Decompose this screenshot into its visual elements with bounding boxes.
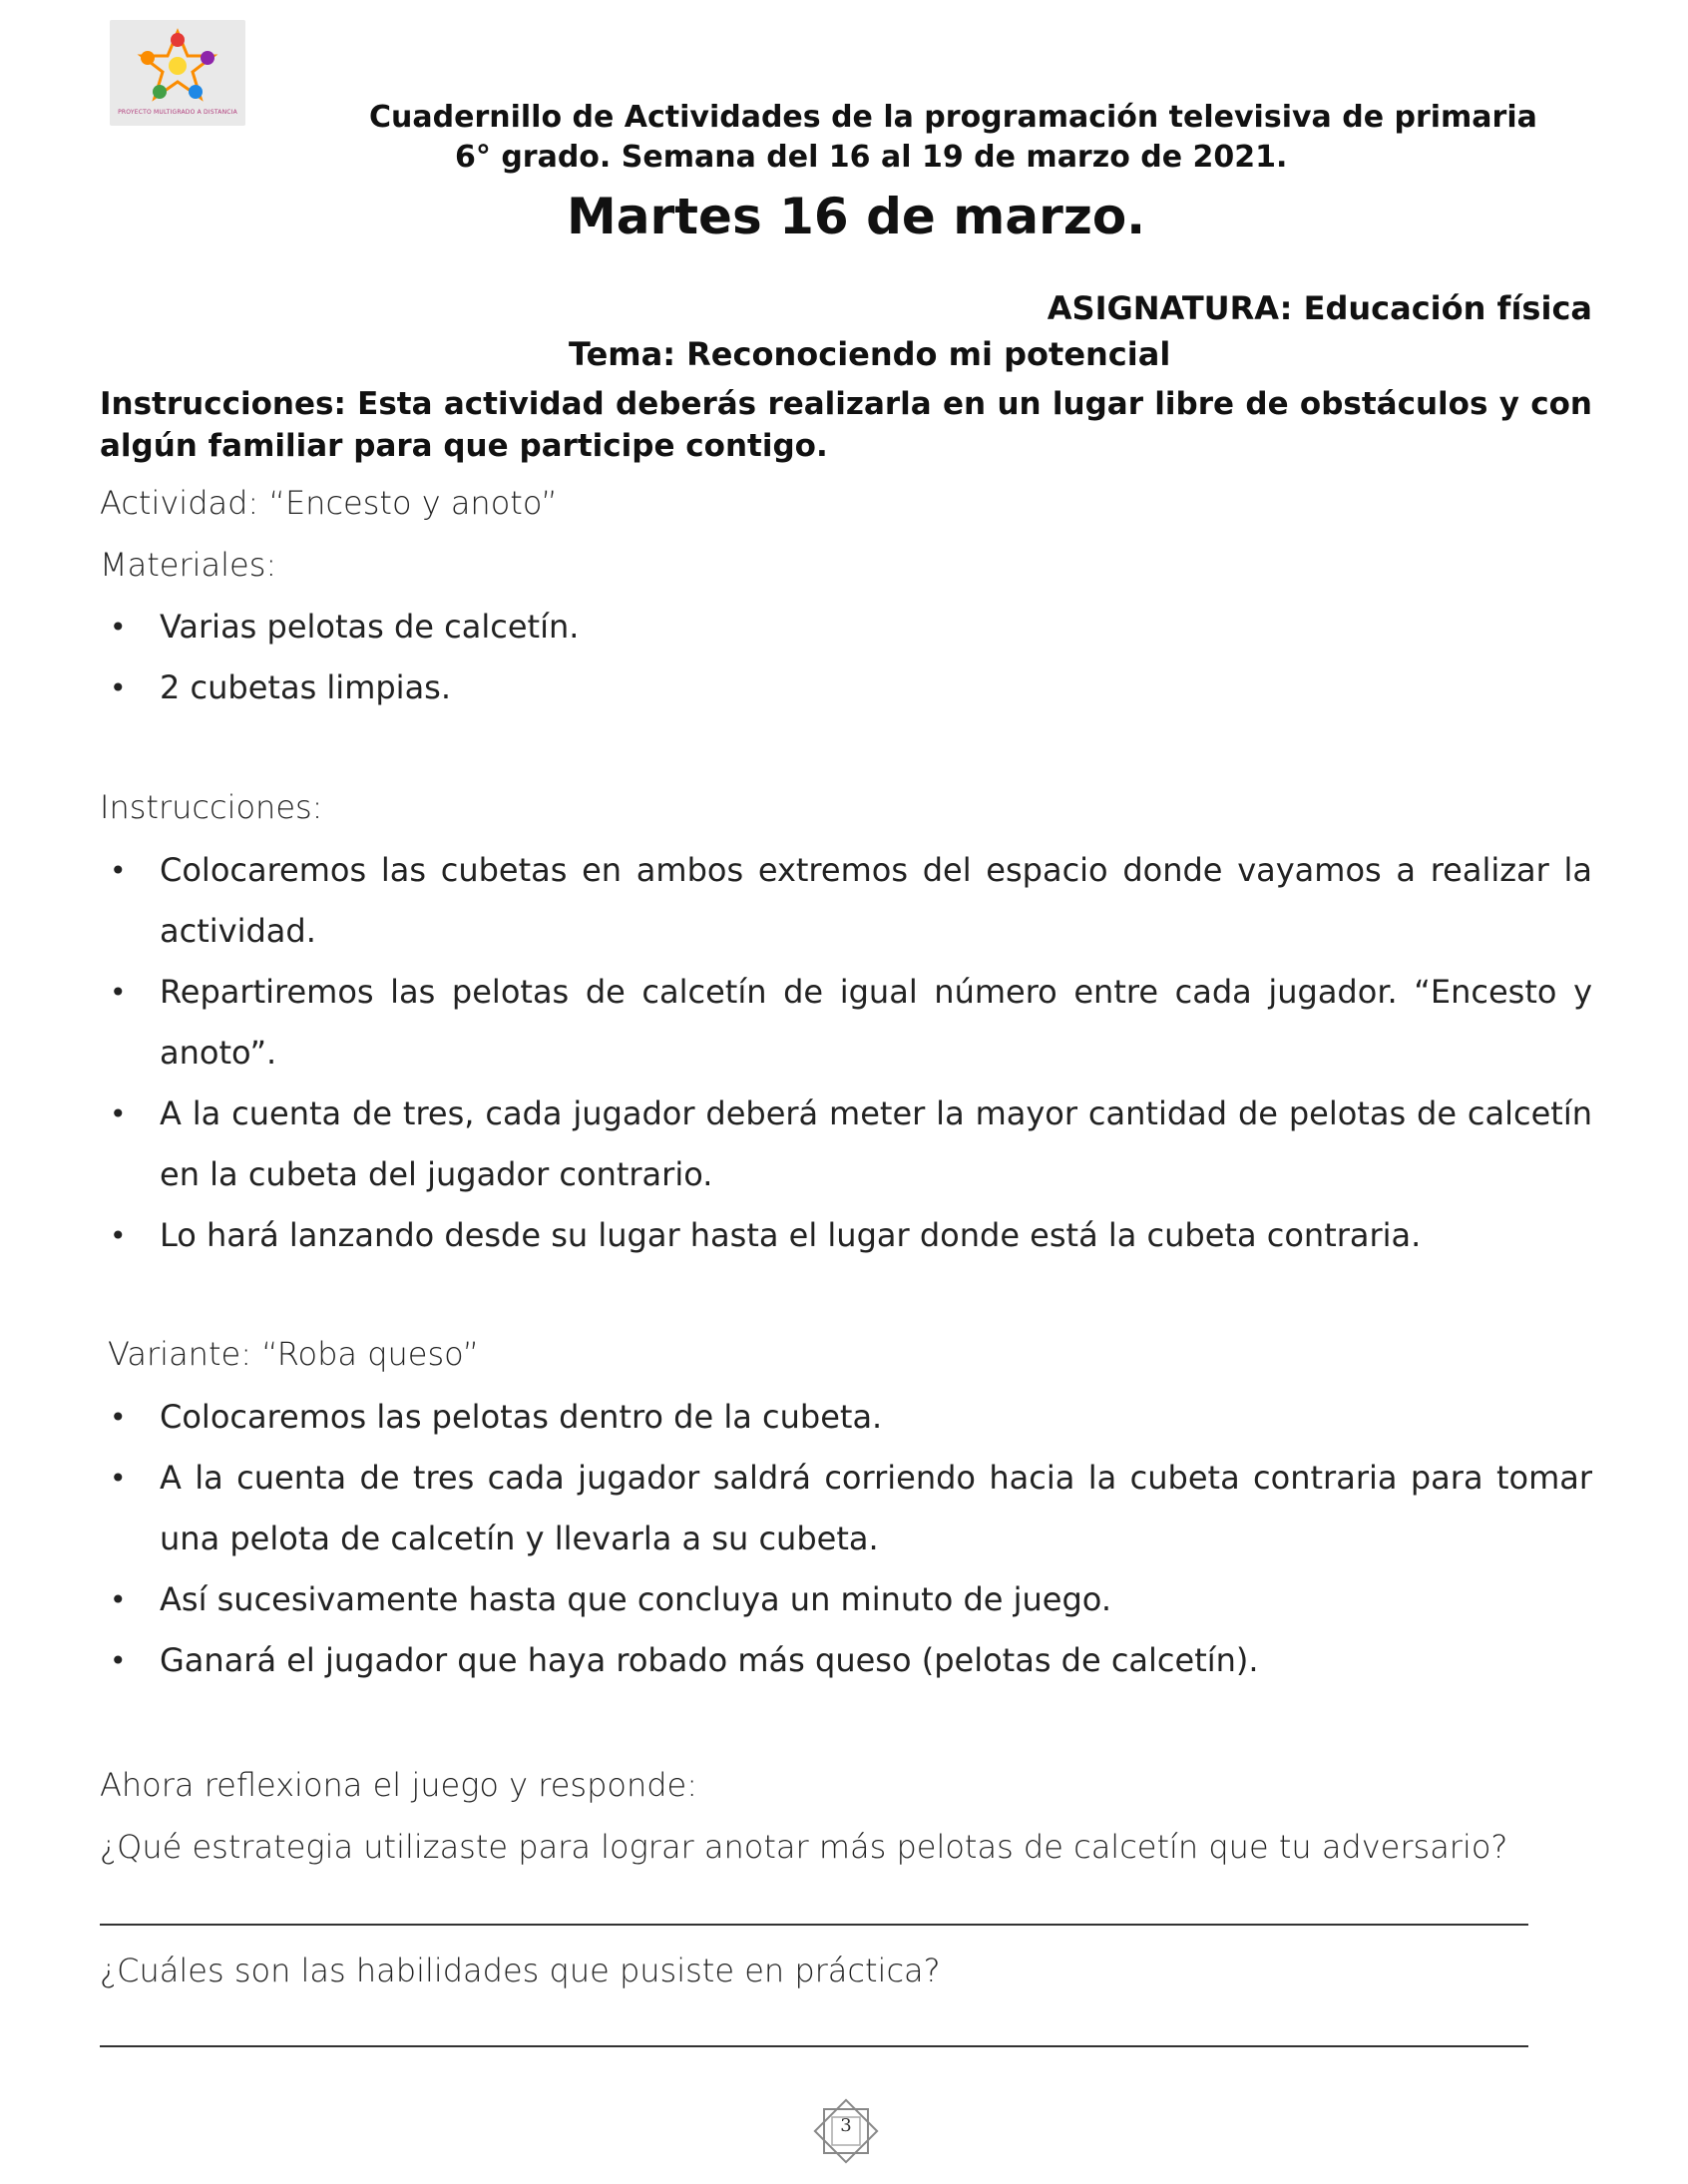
- project-logo: [110, 20, 245, 126]
- answer-line-2[interactable]: [100, 2045, 1528, 2047]
- reflection-intro: Ahora reflexiona el juego y responde:: [100, 1766, 698, 1804]
- list-item: • Así sucesivamente hasta que concluya un minuto de juego.: [100, 1569, 1592, 1630]
- materials-label: Materiales:: [100, 546, 277, 584]
- list-item: • Lo hará lanzando desde su lugar hasta el lugar donde está la cubeta contraria.: [100, 1205, 1592, 1266]
- list-item: • A la cuenta de tres cada jugador saldrá corriendo hacia la cubeta contraria para tomar una pelota de calcetín y llevarla a su cubeta.: [100, 1448, 1592, 1569]
- list-item: • 2 cubetas limpias.: [100, 657, 1592, 718]
- instructions-list: [100, 840, 1592, 1266]
- list-item: • Ganará el jugador que haya robado más queso (pelotas de calcetín).: [100, 1630, 1592, 1691]
- question-2: ¿Cuáles son las habilidades que pusiste en práctica?: [100, 1952, 941, 1989]
- variant-label: Variante: “Roba queso”: [108, 1335, 480, 1373]
- logo-caption: PROYECTO MULTIGRADO A DISTANCIA: [118, 109, 237, 116]
- booklet-title: Cuadernillo de Actividades de la programación televisiva de primaria: [369, 100, 1537, 135]
- booklet-subtitle: 6° grado. Semana del 16 al 19 de marzo de 2021.: [455, 140, 1288, 175]
- list-item: • Colocaremos las cubetas en ambos extremos del espacio donde vayamos a realizar la actividad.: [100, 840, 1592, 962]
- list-item: • A la cuenta de tres, cada jugador deberá meter la mayor cantidad de pelotas de calcetín en la cubeta del jugador contrario.: [100, 1084, 1592, 1205]
- variant-list: [100, 1387, 1592, 1691]
- instructions-label: Instrucciones:: [100, 788, 323, 826]
- session-date: Martes 16 de marzo.: [567, 188, 1146, 245]
- question-1: ¿Qué estrategia utilizaste para lograr anotar más pelotas de calcetín que tu adversario?: [100, 1828, 1508, 1866]
- list-item: • Varias pelotas de calcetín.: [100, 597, 1592, 657]
- star-people-icon: [134, 28, 221, 102]
- answer-line-1[interactable]: [100, 1924, 1528, 1926]
- materials-list: [100, 597, 1592, 718]
- page-number: 3: [840, 2115, 852, 2136]
- list-item: • Colocaremos las pelotas dentro de la cubeta.: [100, 1387, 1592, 1448]
- theme-heading: Tema: Reconociendo mi potencial: [569, 335, 1171, 373]
- activity-title: Actividad: “Encesto y anoto”: [100, 484, 558, 522]
- list-item: • Repartiremos las pelotas de calcetín de igual número entre cada jugador. “Encesto y anoto”.: [100, 962, 1592, 1084]
- subject-heading: ASIGNATURA: Educación física: [1047, 289, 1592, 327]
- general-instructions: Instrucciones: Esta actividad deberás realizarla en un lugar libre de obstáculos y con algún familiar para que participe contigo.: [100, 386, 1592, 464]
